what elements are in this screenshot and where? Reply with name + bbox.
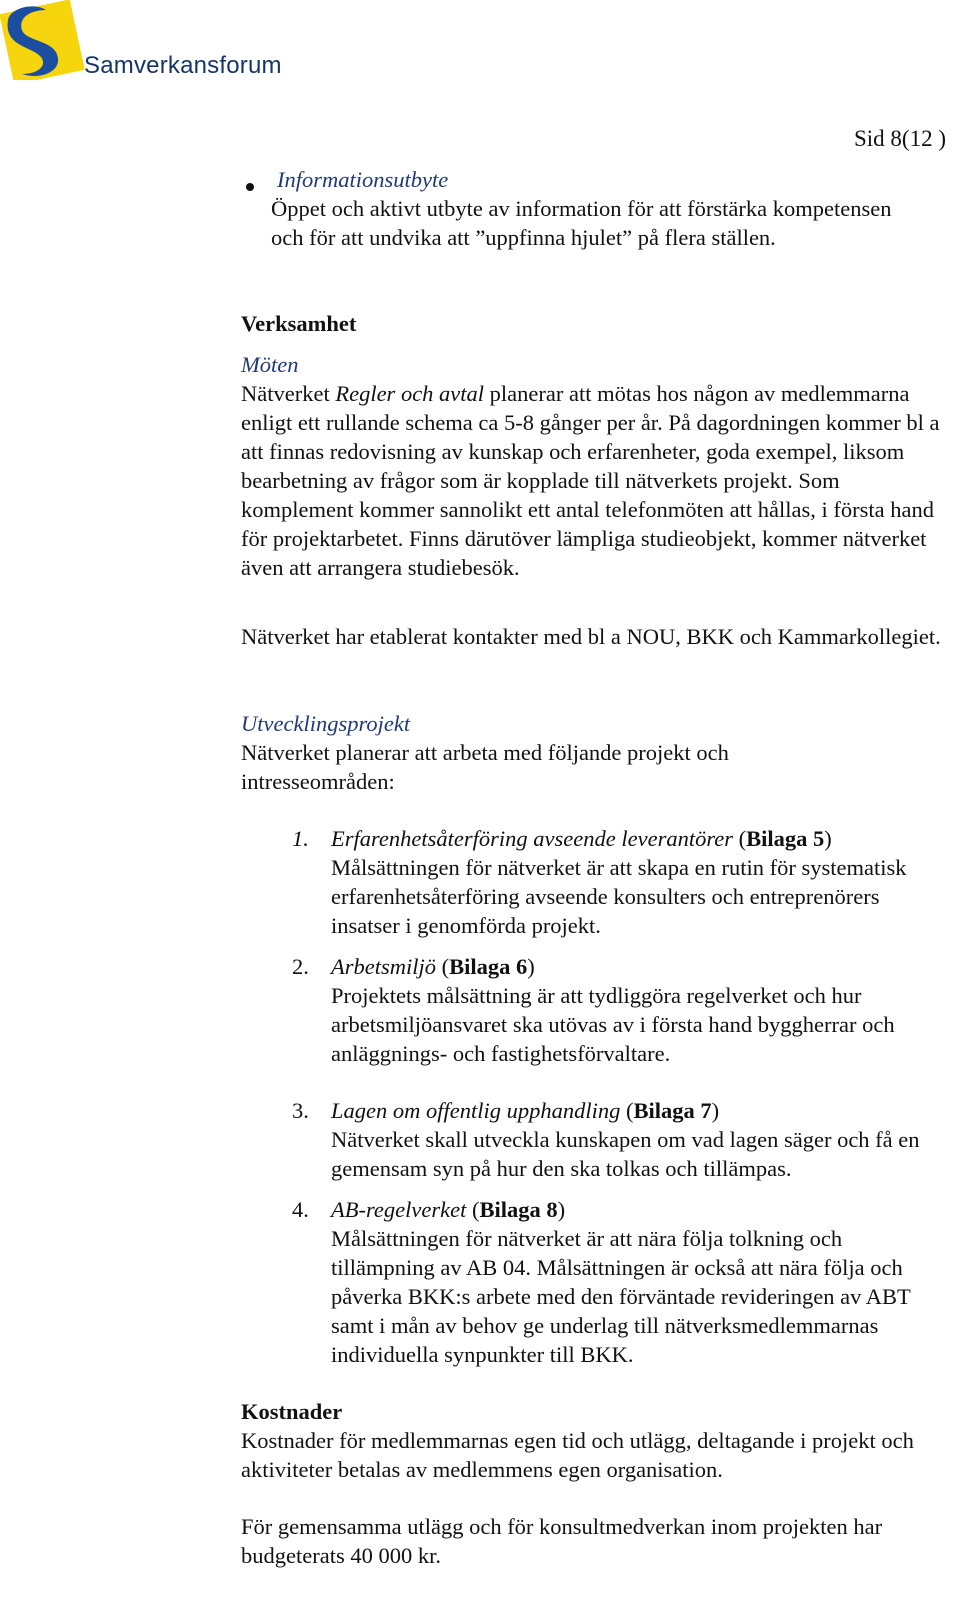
list-number: 1. [292,826,309,851]
section-heading-verksamhet: Verksamhet [241,311,357,336]
subheading-moten: Möten [241,352,299,377]
list-item-text: Nätverket skall utveckla kunskapen om vad lagen säger och få en gemensam syn på hur den ska tolkas och tillämpas. [331,1127,920,1181]
bullet-icon [246,183,254,191]
section-heading-kostnader: Kostnader [241,1399,343,1424]
list-item-text: Målsättningen för nätverket är att nära följa tolkning och tillämpning av AB 04. Målsättningen är också att nära följa och påverka BKK:s arbete med den förväntade revideringen av ABT samt i mån av behov ge underlag till nätverksmedlemmarnas individuella synpunkter till BKK. [331,1226,911,1367]
subheading-utvecklingsprojekt: Utvecklingsprojekt [241,711,411,736]
logo-emblem-icon [0,0,90,80]
moten-paragraph: Nätverket Regler och avtal planerar att mötas hos någon av medlemmarna enligt ett rullande schema ca 5-8 gånger per år. På dagordningen kommer bl a att finnas redovisning av kunskap och erfarenheter, goda exempel, liksom bearbetning av frågor som är kopplade till nätverkets projekt. Som komplement kommer sannolikt ett antal telefonmöten att hållas, i första hand för projektarbetet. Finns därutöver lämpliga studieobjekt, kommer nätverket även att arrangera studiebesök. [241,381,940,580]
moten-contacts-paragraph: Nätverket har etablerat kontakter med bl a NOU, BKK och Kammarkollegiet. [241,624,941,649]
list-number: 3. [292,1098,309,1123]
bullet-title: Informationsutbyte [277,167,449,192]
samverkansforum-logo [0,0,300,90]
logo-text: Samverkansforum [84,52,282,79]
kostnader-paragraph-1: Kostnader för medlemmarnas egen tid och utlägg, deltagande i projekt och aktiviteter betalas av medlemmens egen organisation. [241,1428,914,1482]
utveckling-intro: Nätverket planerar att arbeta med följande projekt och intresseområden: [241,740,729,794]
list-item-title: Erfarenhetsåterföring avseende leverantörer (Bilaga 5) [331,826,832,851]
list-number: 4. [292,1197,309,1222]
page-number: Sid 8(12 ) [854,126,946,151]
list-item-text: Målsättningen för nätverket är att skapa en rutin för systematisk erfarenhetsåterföring avseende konsulters och entreprenörers insatser i genomförda projekt. [331,855,907,938]
kostnader-paragraph-2: För gemensamma utlägg och för konsultmedverkan inom projekten har budgeterats 40 000 kr. [241,1514,883,1568]
list-item-text: Projektets målsättning är att tydliggöra regelverket och hur arbetsmiljöansvaret ska utövas av i första hand byggherrar och anläggnings- och fastighetsförvaltare. [331,983,895,1066]
list-item-title: AB-regelverket (Bilaga 8) [331,1197,566,1222]
bullet-text: Öppet och aktivt utbyte av information för att förstärka kompetensen och för att undvika att ”uppfinna hjulet” på flera ställen. [271,196,892,250]
list-item-title: Arbetsmiljö (Bilaga 6) [331,954,535,979]
list-item-title: Lagen om offentlig upphandling (Bilaga 7) [331,1098,720,1123]
list-number: 2. [292,954,309,979]
